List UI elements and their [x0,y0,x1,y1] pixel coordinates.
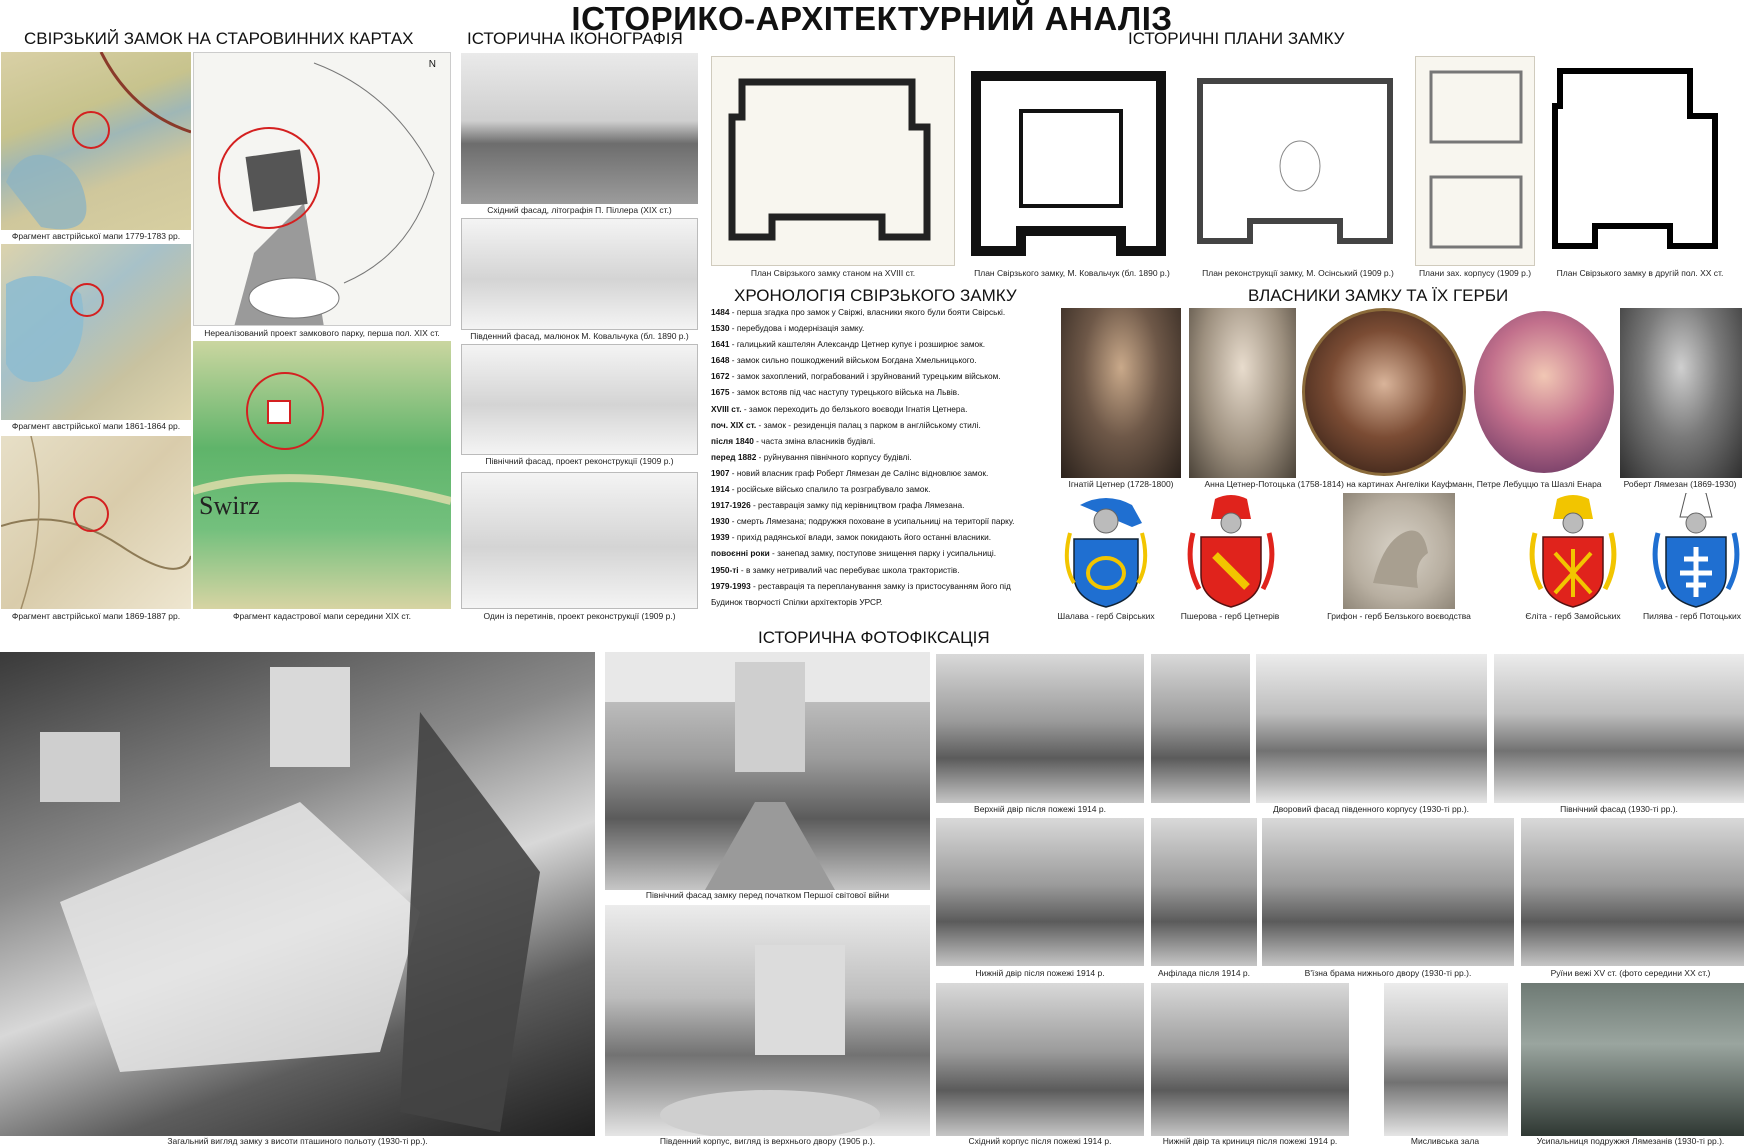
plan-kovalchuk [961,56,1183,266]
photo-hunting-hall [1384,983,1508,1136]
coat-caption-5: Пилява - герб Потоцьких [1643,611,1741,621]
chronology-item [711,384,1043,400]
section-owners-heading: ВЛАСНИКИ ЗАМКУ ТА ЇХ ГЕРБИ [1248,286,1509,305]
chronology-year: XVIII ст. [711,403,742,414]
photo-lamezan-crypt [1521,983,1744,1136]
chronology-item [711,513,1043,529]
chronology-text: - замок встояв під час наступу турецького війська на Львів. [729,387,960,398]
chronology-year: 1939 [711,532,730,543]
chronology-text: - перебудова і модернізація замку. [729,323,865,334]
chronology-year: після 1840 [711,435,754,446]
photo-caption-9: Руїни вежі XV ст. (фото середини XX ст.) [1550,968,1711,978]
chronology-item [711,304,1043,320]
photo-caption-2: Південний корпус, вигляд із верхнього двору (1905 р.). [659,1136,876,1146]
chronology-text: - новий власник граф Роберт Лямезан де Салінс відновлює замок. [729,467,989,478]
section-photos-heading: ІСТОРИЧНА ФОТОФІКСАЦІЯ [758,628,990,647]
coat-of-arms-pylyava [1650,493,1742,609]
chronology-text: - замок сильно пошкоджений військом Богдана Хмельницького. [729,355,977,366]
photo-south-wing-1905 [605,905,930,1136]
chronology-item [711,401,1043,417]
photo-caption-3: Верхній двір після пожежі 1914 р. [974,804,1106,814]
chronology-text: - в замку нетривалий час перебуває школа трактористів. [738,564,960,575]
plan-caption-4: Плани зах. корпусу (1909 р.) [1418,268,1532,278]
iconography-south-facade [461,218,698,330]
photo-upper-courtyard [936,654,1144,803]
chronology-text: - замок переходить до белзького воєводи Ігнатія Цетнера. [741,403,968,414]
kadastr-caption: Фрагмент кадастрової мапи середини XIX ст. [233,611,411,621]
photo-caption-12: Мисливська зала [1410,1136,1480,1146]
chronology-text: - реставрація та перепланування замку із пристосуванням його під [750,580,1011,591]
chronology-item [711,529,1043,545]
chronology-year: 1907 [711,467,730,478]
austrian-map-1861 [1,244,191,420]
chronology-text: - смерть Лямезана; подружжя поховане в усипальниці на території парку. [729,516,1015,527]
chronology-year: 1950-ті [711,564,739,575]
chronology-text: - прихід радянської влади, замок покидають його останні власники. [729,532,992,543]
chronology-year: 1484 [711,307,730,317]
photo-south-wing-courtyard [1256,654,1487,803]
owner-caption-5: Роберт Лямезан (1869-1930) [1623,479,1737,489]
chronology-item [711,352,1043,368]
section-plans-heading: ІСТОРИЧНІ ПЛАНИ ЗАМКУ [1128,29,1345,48]
chronology-text: - перша згадка про замок у Свіржі, власники якого були бояти Свірські. [729,307,1006,317]
map3-caption: Фрагмент австрійської мапи 1869-1887 рр. [11,611,181,621]
chronology-text: - замок - резиденція палац з парком в англійському стилі. [756,419,981,430]
park-project-sketch [193,52,451,326]
photo-east-wing [936,983,1144,1136]
chronology-item [711,545,1043,561]
photo-caption-8: В'їзна брама нижнього двору (1930-ті рр.). [1304,968,1472,978]
page-title: ІСТОРИКО-АРХІТЕКТУРНИЙ АНАЛІЗ [571,0,1173,37]
photo-caption-11: Нижній двір та криниця після пожежі 1914 р. [1162,1136,1338,1146]
chronology-year: 1675 [711,387,730,398]
chronology-text: - замок захоплений, пограбований і зруйнований турецьким військом. [729,371,1001,382]
plan-18th-century [711,56,955,266]
portrait-ignatiy-tsetner [1061,308,1181,478]
plan-20th-century [1540,56,1740,266]
portrait-anna-1 [1189,308,1296,478]
owner-caption-1: Ігнатій Цетнер (1728-1800) [1068,479,1174,489]
chronology-item [711,336,1043,352]
coat-of-arms-pshereva [1185,493,1277,609]
iconography-caption-1: Східний фасад, літографія П. Піллера (XIX ст.) [487,205,672,215]
photo-caption-6: Нижній двір після пожежі 1914 р. [975,968,1105,978]
photo-lower-courtyard [936,818,1144,966]
chronology-year: 1672 [711,371,730,382]
portrait-anna-2 [1302,308,1466,476]
photo-caption-5: Північний фасад (1930-ті рр.). [1560,804,1678,814]
photo-caption-4: Дворовий фасад південного корпусу (1930-ті рр.). [1272,804,1470,814]
photo-aerial-view [0,652,595,1136]
chronology-item [711,417,1043,433]
chronology-item [711,594,1043,610]
photo-entrance-gate [1262,818,1514,966]
iconography-caption-3: Північний фасад, проект реконструкції (1909 р.) [485,456,674,466]
section-iconography-heading: ІСТОРИЧНА ІКОНОГРАФІЯ [467,29,683,48]
chronology-year: 1914 [711,484,730,495]
coat-caption-3: Грифон - герб Белзького воєводства [1327,611,1471,621]
kadastr-map [193,341,451,609]
chronology-item [711,449,1043,465]
plan-caption-3: План реконструкції замку, М. Осінський (1909 р.) [1202,268,1394,278]
photo-tower-ruins [1521,818,1744,966]
owner-caption-2: Анна Цетнер-Потоцька (1758-1814) на картинах Ангеліки Кауфманн, Петре Лебуццю та Шазлі Енара [1204,479,1602,489]
chronology-year: перед 1882 [711,451,757,462]
chronology-text: - занепад замку, поступове знищення парку і усипальниці. [769,548,997,559]
chronology-item [711,368,1043,384]
chronology-year: 1530 [711,323,730,334]
chronology-list [711,304,1043,610]
chronology-item [711,433,1043,449]
chronology-item [711,562,1043,578]
iconography-north-facade [461,344,698,455]
chronology-heading: ХРОНОЛОГІЯ СВІРЗЬКОГО ЗАМКУ [734,286,1017,305]
map2-caption: Фрагмент австрійської мапи 1861-1864 рр. [11,421,181,431]
iconography-section [461,472,698,609]
coat-of-arms-griffin [1343,493,1455,609]
photo-caption-1: Північний фасад замку перед початком Першої світової війни [645,890,890,900]
iconography-caption-2: Південний фасад, малюнок М. Ковальчука (бл. 1890 р.) [470,331,689,341]
photo-upper-courtyard-detail [1151,654,1250,803]
iconography-east-facade [461,53,698,204]
coat-caption-2: Пшерова - герб Цетнерів [1180,611,1280,621]
photo-caption-10: Східний корпус після пожежі 1914 р. [968,1136,1112,1146]
plan-osinsky [1190,56,1406,266]
plan-west-wing [1415,56,1535,266]
photo-caption-7: Анфілада після 1914 р. [1157,968,1250,978]
austrian-map-1869 [1,436,191,609]
iconography-caption-4: Один із перетинів, проект реконструкції (1909 р.) [483,611,676,621]
photo-north-facade-wwi [605,652,930,890]
plan-caption-2: План Свірзького замку, М. Ковальчук (бл. 1890 р.) [974,268,1170,278]
chronology-year: поч. XIX ст. [711,419,757,430]
portrait-anna-3 [1474,311,1614,473]
austrian-map-1779 [1,52,191,230]
photo-caption-13: Усипальниця подружжя Лямезанів (1930-ті рр.). [1536,1136,1725,1146]
coat-of-arms-elita [1527,493,1619,609]
coat-of-arms-shalava [1060,493,1152,609]
chronology-text: - галицький каштелян Александр Цетнер купує і розширює замок. [729,339,986,350]
chronology-text: - руйнування північного корпусу будівлі. [756,451,912,462]
chronology-year: повоєнні роки [711,548,770,559]
portrait-robert-lamezan [1620,308,1742,478]
chronology-text: - часта зміна власників будівлі. [753,435,876,446]
plan-caption-5: План Свірзького замку в другій пол. XX ст. [1556,268,1724,278]
plan-caption-1: План Свірзького замку станом на XVIII ст. [750,268,916,278]
photo-enfilade [1151,818,1257,966]
chronology-year: 1930 [711,516,730,527]
chronology-item [711,465,1043,481]
chronology-year: 1979-1993 [711,580,751,591]
photo-north-facade-1930s [1494,654,1744,803]
chronology-year: 1648 [711,355,730,366]
chronology-year: 1917-1926 [711,500,751,511]
photo-caption-aerial: Загальний вигляд замку з висоти пташиного польоту (1930-ті рр.). [167,1136,428,1146]
north-arrow-icon: N [428,59,436,70]
chronology-year: 1641 [711,339,730,350]
map1-caption: Фрагмент австрійської мапи 1779-1783 рр. [11,231,181,241]
photo-lower-courtyard-well [1151,983,1349,1136]
chronology-item [711,481,1043,497]
park-caption: Нереалізований проект замкового парку, перша пол. XIX ст. [204,328,440,338]
coat-caption-4: Єліта - герб Замойських [1525,611,1621,621]
chronology-text: - російське військо спалило та розграбувало замок. [729,484,931,495]
section-maps-heading: СВІРЗЬКИЙ ЗАМОК НА СТАРОВИННИХ КАРТАХ [24,29,414,48]
coat-caption-1: Шалава - герб Свірських [1057,611,1155,621]
map-highlight-circle [1,52,191,230]
chronology-item [711,320,1043,336]
chronology-item [711,578,1043,594]
kadastr-label: Swirz [199,491,260,520]
chronology-text: - реставрація замку під керівництвом графа Лямезана. [750,500,965,511]
chronology-item [711,497,1043,513]
chronology-text: Будинок творчості Спілки архітекторів УРСР. [711,596,883,607]
